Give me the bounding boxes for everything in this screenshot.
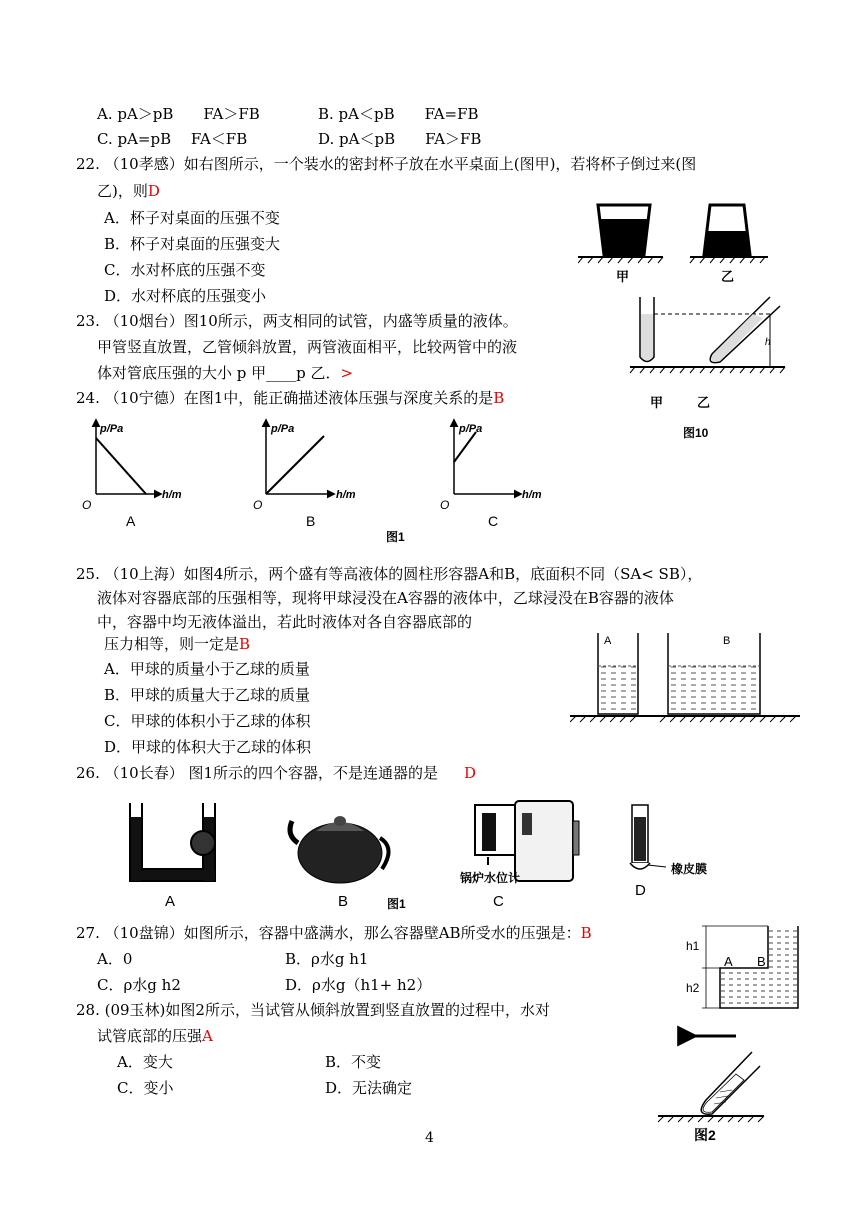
q21-option-b: B. pA＜pB FA=FB	[318, 105, 479, 123]
q25-option-d: D．甲球的体积大于乙球的体积	[104, 738, 312, 756]
q26-containers-figure	[120, 793, 740, 918]
q23-stem-line1: 23. （10烟台）图10所示，两支相同的试管，内盛等质量的液体。	[76, 312, 518, 330]
q25-figure-label-b: B	[723, 635, 731, 647]
svg-text:p/Pa: p/Pa	[271, 423, 295, 435]
q22-option-d: D．水对杯底的压强变小	[104, 287, 267, 305]
q26-label-a: A	[165, 893, 176, 910]
q22-option-c: C．水对杯底的压强不变	[104, 261, 266, 279]
q28-answer: A	[202, 1027, 213, 1045]
q26-container-d	[630, 805, 707, 899]
q25-option-a: A．甲球的质量小于乙球的质量	[104, 660, 310, 678]
q25-answer: B	[239, 635, 251, 653]
q24-pressure-depth-graphs	[76, 418, 576, 553]
q23-figure-label-h: h	[765, 337, 771, 348]
q24-figure-caption: 图1	[386, 530, 405, 544]
q23-test-tubes-figure	[620, 292, 790, 442]
q26-container-c	[460, 801, 579, 910]
q27-figure-label-h1: h1	[686, 939, 700, 953]
svg-text:p/Pa: p/Pa	[100, 423, 124, 435]
q27-option-b: B．ρ水g h1	[285, 950, 369, 968]
q23-stem-line3: 体对管底压强的大小 p 甲____p 乙．>	[97, 364, 354, 382]
page-number: 4	[425, 1130, 434, 1146]
svg-text:O: O	[82, 498, 92, 512]
svg-text:h/m: h/m	[336, 489, 356, 501]
q28-option-d: D．无法确定	[325, 1079, 413, 1097]
q21-option-d: D. pA＜pB FA＞FB	[318, 130, 482, 148]
q25-stem-line1: 25. （10上海）如图4所示，两个盛有等高液体的圆柱形容器A和B，底面积不同（SA< SB），	[76, 565, 703, 583]
q27-figure-label-a: A	[724, 954, 733, 969]
q25-stem-line2: 液体对容器底部的压强相等，现将甲球浸没在A容器的液体中，乙球浸没在B容器的液体	[97, 589, 674, 607]
q26-container-a	[130, 803, 215, 910]
q27-option-d: D．ρ水g（h1+ h2）	[285, 976, 432, 994]
q26-label-b: B	[338, 893, 349, 910]
q24-graph-a	[82, 420, 182, 529]
q22-option-b: B．杯子对桌面的压强变大	[104, 235, 281, 253]
svg-text:h/m: h/m	[162, 489, 182, 501]
q26-figure-caption: 图1	[387, 897, 406, 911]
q27-figure-label-h2: h2	[686, 981, 700, 995]
q24-graph-label-b: B	[306, 513, 316, 529]
q25-option-c: C．甲球的体积小于乙球的体积	[104, 712, 311, 730]
q26-label-c: C	[493, 893, 504, 910]
q24-answer: B	[493, 389, 505, 407]
q22-figure-label-yi: 乙	[721, 269, 735, 284]
q25-stem-line3: 中，容器中均无液体溢出，若此时液体对各自容器底部的	[97, 613, 473, 631]
q26-answer: D	[464, 764, 477, 782]
q27-option-c: C．ρ水g h2	[97, 976, 181, 994]
svg-text:O: O	[253, 498, 263, 512]
q28-option-a: A．变大	[117, 1053, 173, 1071]
q28-option-b: B．不变	[325, 1053, 382, 1071]
q26-label-d: D	[635, 882, 646, 899]
q27-container-figure	[680, 922, 800, 1017]
q24-stem: 24. （10宁德）在图1中，能正确描述液体压强与深度关系的是B	[76, 389, 505, 407]
q23-figure-label-yi: 乙	[697, 395, 711, 410]
svg-text:h/m: h/m	[522, 489, 542, 501]
q24-graph-c	[440, 420, 542, 529]
q23-stem-line2: 甲管竖直放置，乙管倾斜放置，两管液面相平，比较两管中的液	[97, 338, 518, 356]
q22-figure-label-jia: 甲	[616, 269, 630, 284]
q28-option-c: C．变小	[117, 1079, 174, 1097]
q25-stem-line4: 压力相等，则一定是B	[104, 635, 251, 653]
svg-text:O: O	[440, 498, 450, 512]
q22-stem-line1: 22. （10孝感）如右图所示，一个装水的密封杯子放在水平桌面上(图甲)，若将杯子倒过来(图	[76, 155, 697, 173]
q22-cups-figure	[578, 195, 778, 287]
q27-answer: B	[580, 924, 592, 942]
q26-stem: 26. （10长春） 图1所示的四个容器，不是连通器的是 D	[76, 764, 477, 782]
q23-figure-caption: 图10	[683, 426, 709, 440]
q24-graph-b	[253, 420, 356, 529]
q24-graph-label-c: C	[488, 513, 499, 529]
q26-container-b	[290, 816, 389, 910]
q25-containers-figure	[570, 628, 800, 728]
q25-option-b: B．甲球的质量大于乙球的质量	[104, 686, 311, 704]
q25-figure-label-a: A	[604, 635, 612, 647]
q28-tilted-tube-figure	[656, 1020, 766, 1145]
q21-option-c: C. pA=pB FA＜FB	[97, 130, 248, 148]
q22-stem-line2: 乙)，则D	[97, 182, 160, 200]
q28-figure-caption: 图2	[694, 1127, 716, 1143]
q22-answer: D	[147, 182, 160, 200]
q24-graph-label-a: A	[126, 513, 136, 529]
q26-boiler-gauge-label: 锅炉水位计	[460, 871, 521, 885]
svg-text:p/Pa: p/Pa	[459, 423, 483, 435]
q22-option-a: A．杯子对桌面的压强不变	[104, 209, 280, 227]
q26-rubber-membrane-label: 橡皮膜	[671, 862, 708, 876]
q27-option-a: A．0	[97, 950, 133, 968]
q27-figure-label-b: B	[757, 954, 766, 969]
q28-stem-line1: 28. (09玉林)如图2所示，当试管从倾斜放置到竖直放置的过程中，水对	[76, 1001, 550, 1019]
q23-answer: >	[340, 364, 354, 382]
q23-figure-label-jia: 甲	[650, 395, 664, 410]
q28-stem-line2: 试管底部的压强A	[97, 1027, 213, 1045]
q27-stem: 27. （10盘锦）如图所示，容器中盛满水，那么容器壁AB所受水的压强是：B	[76, 924, 592, 942]
q21-option-a: A. pA＞pB FA＞FB	[97, 105, 260, 123]
